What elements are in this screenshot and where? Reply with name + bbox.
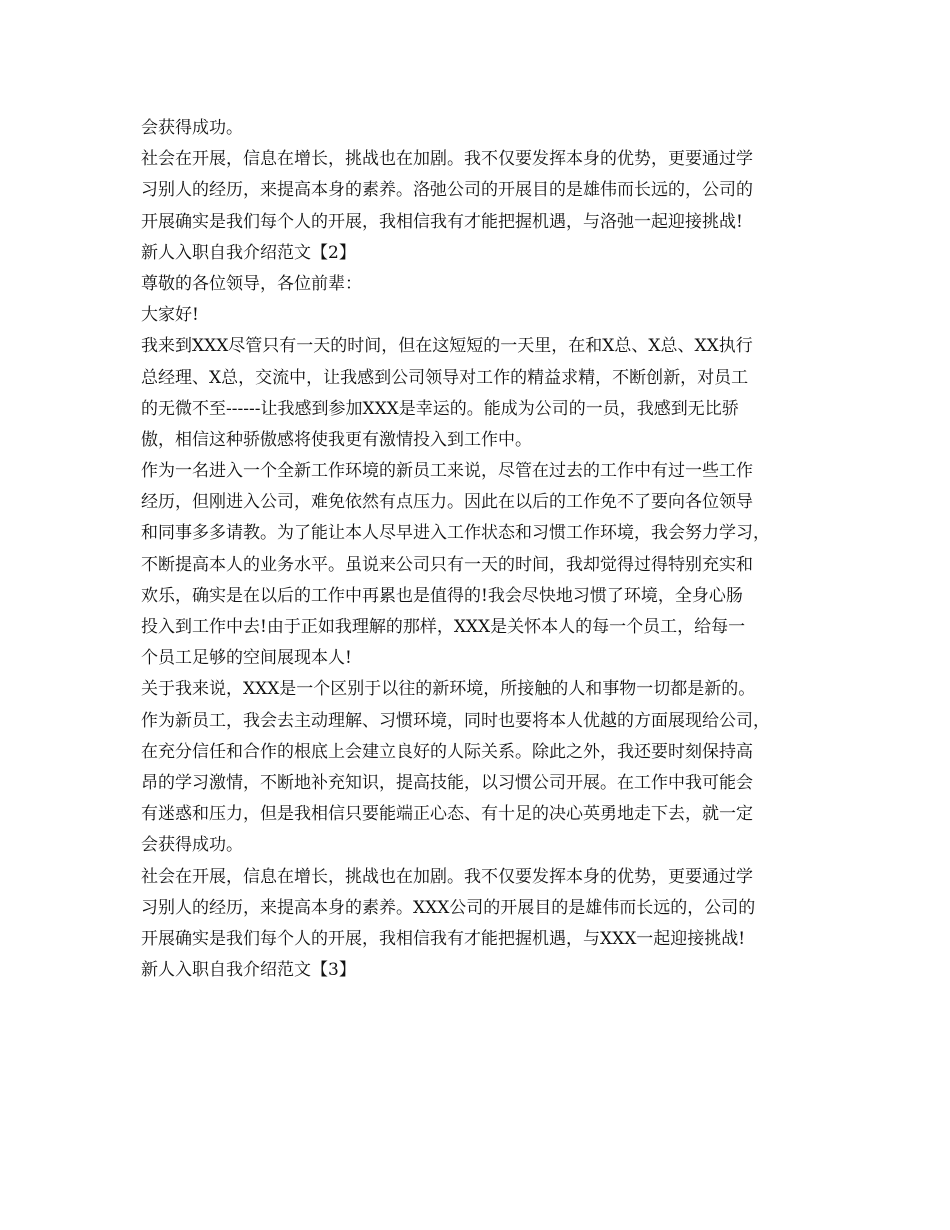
text-line: 经历，但刚进入公司，难免依然有点压力。因此在以后的工作免不了要向各位领导: [141, 492, 753, 513]
text-line: 在充分信任和合作的根底上会建立良好的人际关系。除此之外，我还要时刻保持高: [141, 741, 753, 762]
text-line: 和同事多多请教。为了能让本人尽早进入工作状态和习惯工作环境，我会努力学习，: [141, 523, 770, 544]
text-line: 昂的学习激情，不断地补充知识，提高技能，以习惯公司开展。在工作中我可能会: [141, 772, 753, 793]
text-line: 开展确实是我们每个人的开展，我相信我有才能把握机遇，与洛弛一起迎接挑战!: [141, 211, 743, 232]
text-line: 作为新员工，我会去主动理解、习惯环境，同时也要将本人优越的方面展现给公司，: [141, 710, 770, 731]
text-line: 关于我来说，XXX是一个区别于以往的新环境，所接触的人和事物一切都是新的。: [141, 679, 756, 700]
text-line: 作为一名进入一个全新工作环境的新员工来说，尽管在过去的工作中有过一些工作: [141, 461, 753, 482]
text-line: 有迷惑和压力，但是我相信只要能端正心态、有十足的决心英勇地走下去，就一定: [141, 804, 753, 825]
text-line: 欢乐，确实是在以后的工作中再累也是值得的!我会尽快地习惯了环境，全身心肠: [141, 585, 743, 606]
section-heading: 新人入职自我介绍范文【3】: [141, 960, 356, 981]
text-line: 开展确实是我们每个人的开展，我相信我有才能把握机遇，与XXX一起迎接挑战!: [141, 928, 746, 949]
section-heading: 新人入职自我介绍范文【2】: [141, 242, 356, 263]
text-line: 个员工足够的空间展现本人!: [141, 648, 352, 669]
text-line: 习别人的经历，来提高本身的素养。洛弛公司的开展目的是雄伟而长远的，公司的: [141, 180, 753, 201]
text-line: 傲，相信这种骄傲感将使我更有激情投入到工作中。: [141, 429, 532, 450]
text-line: 投入到工作中去!由于正如我理解的那样，XXX是关怀本人的每一个员工，给每一: [141, 617, 746, 637]
text-line: 会获得成功。: [141, 118, 243, 138]
greeting: 大家好!: [141, 305, 199, 326]
text-line: 会获得成功。: [141, 835, 243, 856]
text-line: 总经理、X总，交流中，让我感到公司领导对工作的精益求精，不断创新，对员工: [141, 367, 749, 388]
text-line: 社会在开展，信息在增长，挑战也在加剧。我不仅要发挥本身的优势，更要通过学: [141, 149, 753, 170]
text-line: 我来到XXX尽管只有一天的时间，但在这短短的一天里，在和X总、X总、XX执行: [141, 336, 753, 357]
document-body: [141, 113, 821, 986]
text-line: 习别人的经历，来提高本身的素养。XXX公司的开展目的是雄伟而长远的，公司的: [141, 897, 756, 918]
text-line: 的无微不至------让我感到参加XXX是幸运的。能成为公司的一员，我感到无比骄: [141, 398, 739, 419]
salutation: 尊敬的各位领导，各位前辈：: [141, 273, 362, 294]
text-line: 社会在开展，信息在增长，挑战也在加剧。我不仅要发挥本身的优势，更要通过学: [141, 866, 753, 887]
text-line: 不断提高本人的业务水平。虽说来公司只有一天的时间，我却觉得过得特别充实和: [141, 554, 753, 575]
